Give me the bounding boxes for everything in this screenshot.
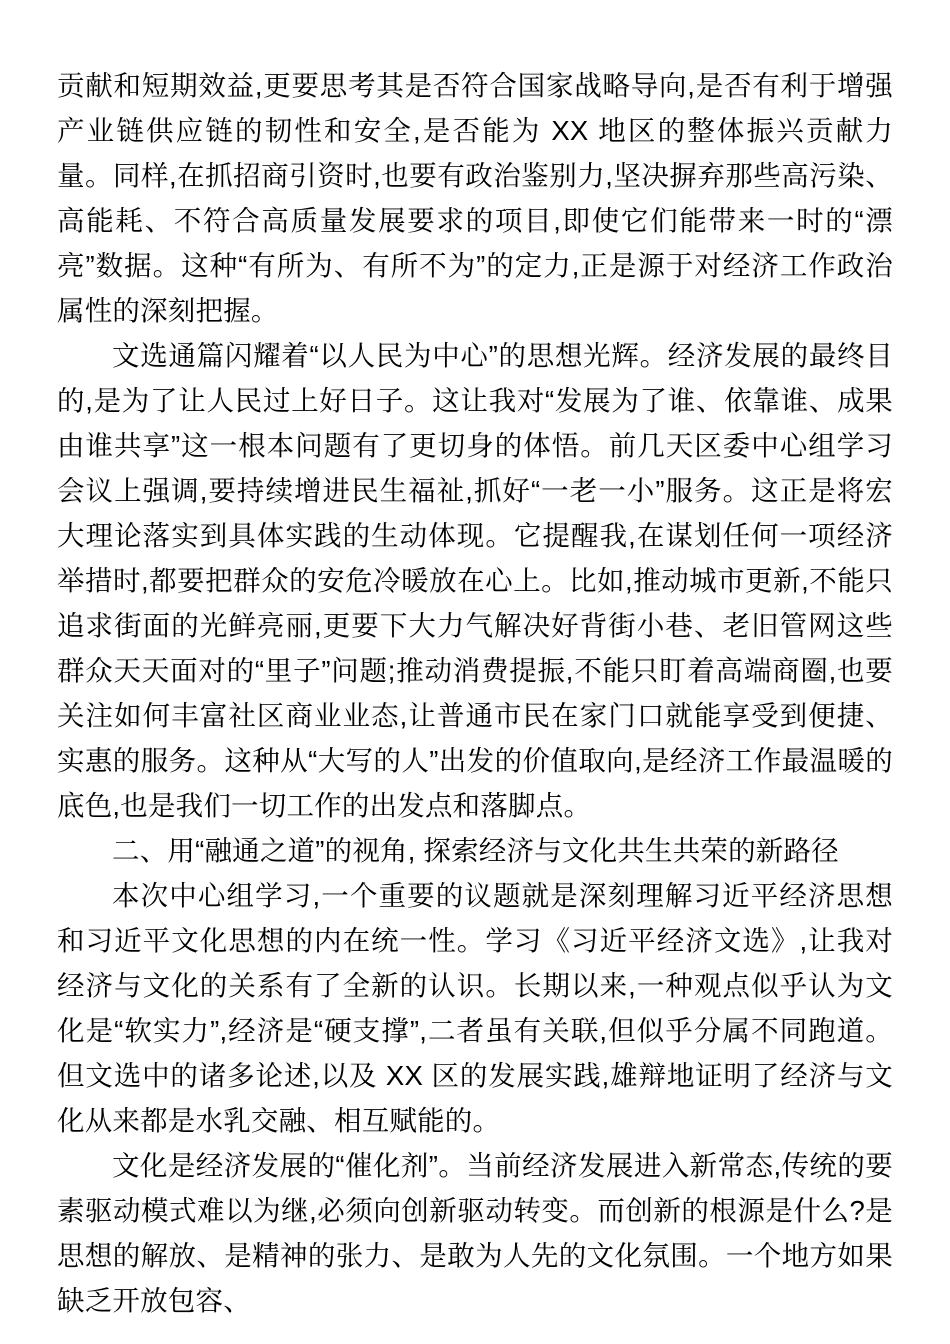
paragraph-culture-catalyst: 文化是经济发展的“催化剂”。当前经济发展进入新常态,传统的要素驱动模式难以为继,必须向创新驱动转变。而创新的根源是什么?是思想的解放、是精神的张力、是敢为人先的文化氛围。一个地方如果缺乏开放包容、 (57, 1150, 893, 1316)
paragraph-people-centered: 文选通篇闪耀着“以人民为中心”的思想光辉。经济发展的最终目的,是为了让人民过上好日子。这让我对“发展为了谁、依靠谁、成果由谁共享”这一根本问题有了更切身的体悟。前几天区委中心组学习会议上强调,要持续增进民生福祉,抓好“一老一小”服务。这正是将宏大理论落实到具体实践的生动体现。它提醒我,在谋划任何一项经济举措时,都要把群众的安危冷暖放在心上。比如,推动城市更新,不能只追求街面的光鲜亮丽,更要下大力气解决好背街小巷、老旧管网这些群众天天面对的“里子”问题;推动消费提振,不能只盯着高端商圈,也要关注如何丰富社区商业业态,让普通市民在家门口就能享受到便捷、实惠的服务。这种从“大写的人”出发的价值取向,是经济工作最温暖的底色,也是我们一切工作的出发点和落脚点。 (57, 340, 893, 821)
document-body (57, 57, 893, 1323)
paragraph-political-attributes: 贡献和短期效益,更要思考其是否符合国家战略导向,是否有利于增强产业链供应链的韧性和安全,是否能为 XX 地区的整体振兴贡献力量。同样,在抓招商引资时,也要有政治鉴别力,坚决摒弃那些高污染、高能耗、不符合高质量发展要求的项目,即使它们能带来一时的“漂亮”数据。这种“有所为、有所不为”的定力,正是源于对经济工作政治属性的深刻把握。 (57, 70, 893, 326)
paragraph-economy-culture-unity: 本次中心组学习,一个重要的议题就是深刻理解习近平经济思想和习近平文化思想的内在统一性。学习《习近平经济文选》,让我对经济与文化的关系有了全新的认识。长期以来,一种观点似乎认为文化是“软实力”,经济是“硬支撑”,二者虽有关联,但似乎分属不同跑道。但文选中的诸多论述,以及 XX 区的发展实践,雄辩地证明了经济与文化从来都是水乳交融、相互赋能的。 (57, 880, 893, 1136)
heading-section-two: 二、用“融通之道”的视角, 探索经济与文化共生共荣的新路径 (112, 835, 839, 866)
